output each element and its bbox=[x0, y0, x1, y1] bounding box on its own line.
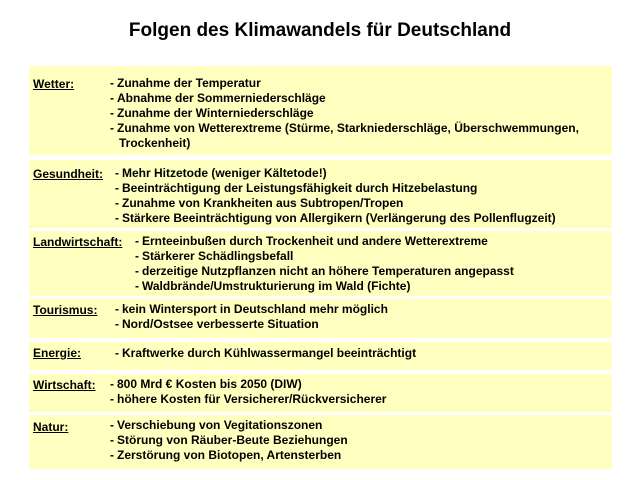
list-item: - Kraftwerke durch Kühlwassermangel beeinträchtigt bbox=[115, 346, 417, 360]
list-item: - Stärkere Beeinträchtigung von Allergikern (Verlängerung des Pollenflugzeit) bbox=[115, 211, 556, 225]
list-item: - Zunahme der Temperatur bbox=[110, 76, 261, 90]
list-item: - 800 Mrd € Kosten bis 2050 (DIW) bbox=[110, 377, 302, 391]
section-items bbox=[115, 346, 416, 361]
section-energie bbox=[29, 342, 612, 370]
list-item: - kein Wintersport in Deutschland mehr möglich bbox=[115, 302, 388, 316]
list-item: - Waldbrände/Umstrukturierung im Wald (Fichte) bbox=[135, 279, 411, 293]
section-tourismus bbox=[29, 299, 612, 338]
list-item: - Abnahme der Sommerniederschläge bbox=[110, 91, 326, 105]
section-items bbox=[110, 377, 386, 407]
section-items bbox=[110, 418, 348, 463]
list-item: - Zunahme von Wetterextreme (Stürme, Starkniederschläge, Überschwemmungen, Trockenheit) bbox=[110, 121, 579, 150]
section-label: Gesundheit: bbox=[33, 167, 104, 181]
section-label: Wirtschaft: bbox=[33, 378, 96, 392]
list-item: - Störung von Räuber-Beute Beziehungen bbox=[110, 433, 348, 447]
section-items bbox=[115, 166, 556, 226]
list-item: - Stärkerer Schädlingsbefall bbox=[135, 249, 294, 263]
section-wetter bbox=[29, 66, 612, 155]
section-wirtschaft bbox=[29, 374, 612, 412]
section-label: Tourismus: bbox=[33, 303, 98, 317]
list-item: - Zunahme von Krankheiten aus Subtropen/Tropen bbox=[115, 196, 404, 210]
section-label: Wetter: bbox=[33, 77, 75, 91]
list-item: - Verschiebung von Vegitationszonen bbox=[110, 418, 323, 432]
list-item: - Ernteeinbußen durch Trockenheit und andere Wetterextreme bbox=[135, 234, 488, 248]
section-items bbox=[115, 302, 388, 332]
list-item: - derzeitige Nutzpflanzen nicht an höhere Temperaturen angepasst bbox=[135, 264, 514, 278]
list-item: - Nord/Ostsee verbesserte Situation bbox=[115, 317, 319, 331]
section-natur bbox=[29, 415, 612, 469]
section-landwirtschaft bbox=[29, 231, 612, 296]
section-label: Energie: bbox=[33, 346, 82, 360]
section-items bbox=[110, 76, 610, 151]
list-item: - höhere Kosten für Versicherer/Rückversicherer bbox=[110, 392, 387, 406]
section-gesundheit bbox=[29, 160, 612, 228]
list-item: - Zunahme der Winterniederschläge bbox=[110, 106, 314, 120]
section-label: Natur: bbox=[33, 420, 69, 434]
list-item: - Mehr Hitzetode (weniger Kältetode!) bbox=[115, 166, 327, 180]
section-items bbox=[135, 234, 514, 294]
section-label: Landwirtschaft: bbox=[33, 235, 123, 249]
page-title: Folgen des Klimawandels für Deutschland bbox=[128, 20, 512, 41]
list-item: - Beeinträchtigung der Leistungsfähigkeit durch Hitzebelastung bbox=[115, 181, 478, 195]
list-item: - Zerstörung von Biotopen, Artensterben bbox=[110, 448, 342, 462]
